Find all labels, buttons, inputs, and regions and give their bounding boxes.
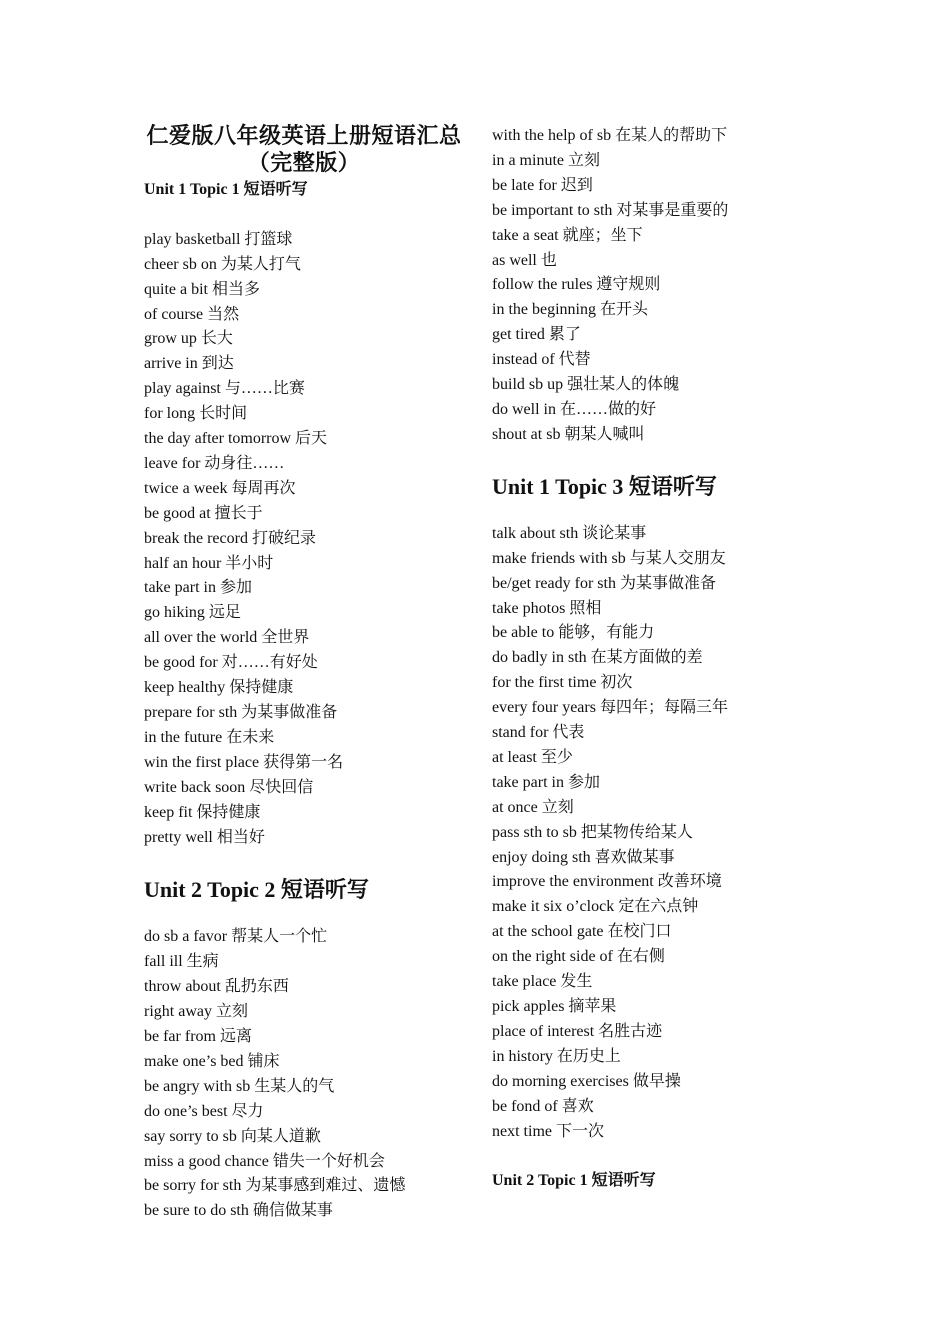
phrase-item: take part in 参加 [492, 773, 600, 791]
phrase-item: right away 立刻 [144, 1003, 248, 1021]
phrase-item: on the right side of 在右侧 [492, 948, 665, 966]
phrase-item: stand for 代表 [492, 724, 585, 742]
phrase-item: prepare for sth 为某事做准备 [144, 704, 338, 722]
phrase-item: take photos 照相 [492, 599, 602, 617]
phrase-item: do one’s best 尽力 [144, 1102, 264, 1120]
phrase-item: make one’s bed 铺床 [144, 1052, 280, 1070]
phrase-item: pass sth to sb 把某物传给某人 [492, 823, 693, 841]
phrase-list-u1t2-cont [492, 124, 792, 448]
phrase-item: fall ill 生病 [144, 953, 219, 971]
right-column [492, 124, 792, 1194]
phrase-item: be able to 能够，有能力 [492, 624, 655, 642]
phrase-item: do badly in sth 在某方面做的差 [492, 649, 703, 667]
phrase-item: as well 也 [492, 251, 557, 269]
phrase-item: of course 当然 [144, 305, 240, 323]
phrase-item: be sure to do sth 确信做某事 [144, 1202, 333, 1220]
phrase-item: enjoy doing sth 喜欢做某事 [492, 848, 675, 866]
phrase-item: play against 与……比赛 [144, 380, 305, 398]
phrase-item: be late for 迟到 [492, 176, 593, 194]
phrase-item: keep healthy 保持健康 [144, 679, 294, 697]
phrase-item: be/get ready for sth 为某事做准备 [492, 574, 716, 592]
phrase-item: say sorry to sb 向某人道歉 [144, 1127, 321, 1145]
blank-line [144, 850, 464, 875]
title-line-2: （完整版） [247, 150, 361, 175]
phrase-item: take a seat 就座；坐下 [492, 226, 643, 244]
phrase-item: for the first time 初次 [492, 674, 633, 692]
phrase-item: play basketball 打篮球 [144, 230, 293, 248]
phrase-item: throw about 乱扔东西 [144, 978, 289, 996]
phrase-item: do morning exercises 做早操 [492, 1072, 681, 1090]
phrase-item: be good for 对……有好处 [144, 654, 318, 672]
phrase-item: be sorry for sth 为某事感到难过、遗憾 [144, 1177, 406, 1195]
phrase-item: make it six o’clock 定在六点钟 [492, 898, 699, 916]
phrase-item: talk about sth 谈论某事 [492, 524, 647, 542]
blank-line [144, 905, 464, 925]
phrase-item: at least 至少 [492, 748, 573, 766]
phrase-item: arrive in 到达 [144, 355, 234, 373]
phrase-item: build sb up 强壮某人的体魄 [492, 376, 680, 394]
phrase-item: write back soon 尽快回信 [144, 778, 314, 796]
phrase-item: the day after tomorrow 后天 [144, 430, 328, 448]
phrase-item: go hiking 远足 [144, 604, 241, 622]
phrase-item: place of interest 名胜古迹 [492, 1022, 663, 1040]
phrase-list-u1t3 [492, 522, 792, 1145]
phrase-item: instead of 代替 [492, 351, 591, 369]
blank-line [492, 502, 792, 522]
section-heading-u1t1: Unit 1 Topic 1 短语听写 [144, 181, 308, 198]
phrase-item: every four years 每四年；每隔三年 [492, 699, 728, 717]
document-title [144, 122, 464, 176]
phrase-item: with the help of sb 在某人的帮助下 [492, 127, 728, 144]
phrase-item: in a minute 立刻 [492, 151, 600, 169]
phrase-item: be good at 擅长于 [144, 504, 263, 522]
phrase-item: next time 下一次 [492, 1122, 604, 1140]
phrase-item: quite a bit 相当多 [144, 280, 260, 298]
phrase-item: for long 长时间 [144, 405, 248, 423]
phrase-item: get tired 累了 [492, 326, 581, 344]
phrase-item: make friends with sb 与某人交朋友 [492, 549, 726, 567]
title-line-1: 仁爱版八年级英语上册短语汇总 [146, 123, 462, 148]
section-heading-u2t2: Unit 2 Topic 2 短语听写 [144, 877, 369, 903]
blank-line [144, 203, 464, 228]
phrase-item: miss a good chance 错失一个好机会 [144, 1152, 385, 1170]
left-column [144, 122, 464, 1224]
blank-line [492, 448, 792, 472]
phrase-item: follow the rules 遵守规则 [492, 276, 661, 294]
phrase-item: in the beginning 在开头 [492, 301, 648, 319]
phrase-item: at once 立刻 [492, 798, 574, 816]
phrase-item: at the school gate 在校门口 [492, 923, 672, 941]
phrase-item: twice a week 每周再次 [144, 479, 296, 497]
phrase-item: half an hour 半小时 [144, 554, 274, 572]
phrase-item: grow up 长大 [144, 330, 233, 348]
phrase-item: be important to sth 对某事是重要的 [492, 201, 729, 219]
phrase-list-u1t1 [144, 228, 464, 851]
phrase-item: leave for 动身往…… [144, 454, 285, 472]
section-heading-u1t3: Unit 1 Topic 3 短语听写 [492, 473, 717, 499]
phrase-item: do sb a favor 帮某人一个忙 [144, 928, 328, 946]
phrase-item: pretty well 相当好 [144, 828, 265, 846]
phrase-item: do well in 在……做的好 [492, 400, 656, 418]
phrase-item: in history 在历史上 [492, 1047, 621, 1065]
phrase-item: cheer sb on 为某人打气 [144, 255, 301, 273]
phrase-item: shout at sb 朝某人喊叫 [492, 425, 645, 443]
phrase-item: take part in 参加 [144, 579, 252, 597]
section-heading-u2t1: Unit 2 Topic 1 短语听写 [492, 1172, 656, 1190]
phrase-item: improve the environment 改善环境 [492, 873, 722, 891]
phrase-item: pick apples 摘苹果 [492, 998, 617, 1015]
phrase-item: take place 发生 [492, 973, 593, 991]
phrase-item: be fond of 喜欢 [492, 1097, 594, 1115]
phrase-list-u2t2 [144, 925, 464, 1224]
phrase-item: break the record 打破纪录 [144, 529, 316, 547]
phrase-item: be far from 远离 [144, 1027, 252, 1045]
phrase-item: win the first place 获得第一名 [144, 753, 344, 771]
phrase-item: all over the world 全世界 [144, 629, 310, 647]
blank-line [492, 1144, 792, 1169]
phrase-item: in the future 在未来 [144, 728, 275, 746]
phrase-item: keep fit 保持健康 [144, 803, 261, 821]
phrase-item: be angry with sb 生某人的气 [144, 1077, 335, 1095]
